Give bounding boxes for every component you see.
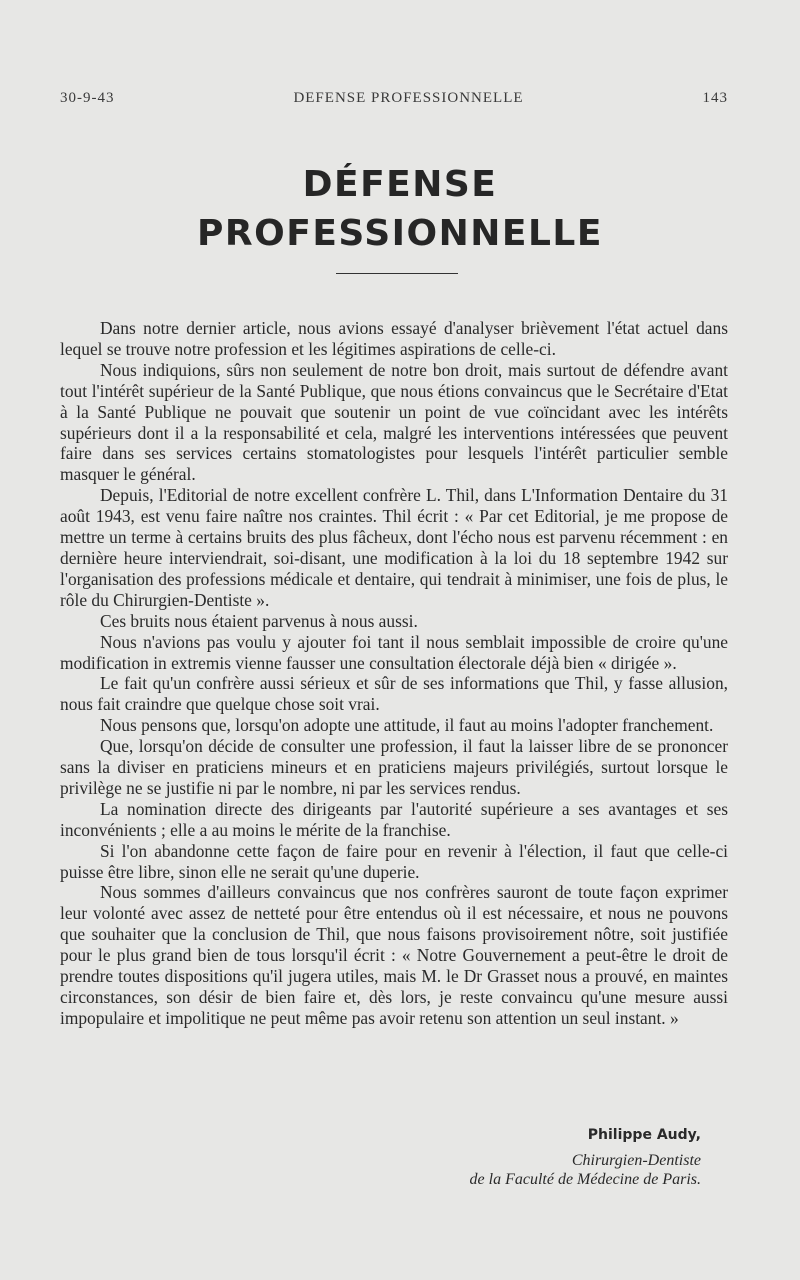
article-title-line-2: PROFESSIONNELLE	[197, 213, 603, 254]
paragraph: Nous pensons que, lorsqu'on adopte une attitude, il faut au moins l'adopter franchement.	[100, 715, 714, 736]
article-body	[60, 318, 728, 1029]
paragraph: Depuis, l'Editorial de notre excellent confrère L. Thil, dans L'Information Dentaire du 31 août 1943, est venu faire naître nos craintes. Thil écrit : « Par cet Editorial, je me propose de mettre un terme à certains bruits des plus fâcheux, dont l'écho nous est parvenu récemment : en dernière heure interviendrait, soi-disant, une modification à la loi du 18 septembre 1942 sur l'organisation des professions médicale et dentaire, qui tendrait à minimiser, une fois de plus, le rôle du Chirurgien-Dentiste ».	[60, 485, 728, 610]
paragraph: La nomination directe des dirigeants par l'autorité supérieure a ses avantages et ses inconvénients ; elle a au moins le mérite de la franchise.	[60, 798, 728, 840]
paragraph: Nous n'avions pas voulu y ajouter foi tant il nous semblait impossible de croire qu'une modification in extremis vienne fausser une consultation électorale déjà bien « dirigée ».	[60, 631, 728, 673]
paragraph: Le fait qu'un confrère aussi sérieux et sûr de ses informations que Thil, y fasse allusion, nous fait craindre que quelque chose soit vrai.	[60, 673, 728, 715]
paragraph: Que, lorsqu'on décide de consulter une profession, il faut la laisser libre de se prononcer sans la diviser en praticiens mineurs et en praticiens majeurs privilégiés, surtout lorsque le privilège ne se justifie ni par le nombre, ni par les services rendus.	[60, 736, 728, 798]
author-affiliation: de la Faculté de Médecine de Paris.	[469, 1171, 701, 1188]
article-title-line-1: DÉFENSE	[302, 164, 498, 205]
header-running-title: DEFENSE PROFESSIONNELLE	[293, 90, 524, 106]
header-page-number: 143	[702, 90, 728, 106]
paragraph: Dans notre dernier article, nous avions essayé d'analyser brièvement l'état actuel dans lequel se trouve notre profession et les légitimes aspirations de celle-ci.	[60, 318, 728, 359]
paragraph: Ces bruits nous étaient parvenus à nous aussi.	[100, 610, 418, 631]
author-name: Philippe Audy,	[587, 1127, 701, 1143]
header-date: 30-9-43	[60, 90, 115, 106]
author-title: Chirurgien-Dentiste	[571, 1152, 701, 1169]
paragraph: Nous indiquions, sûrs non seulement de notre bon droit, mais surtout de défendre avant tout l'intérêt supérieur de la Santé Publique, que nous étions convaincus que le Secrétaire d'Etat à la Santé Publique ne pouvait que soutenir un point de vue coïncidant avec les intérêts supérieurs dont il a la responsabilité et cela, malgré les interventions intéressées que peuvent faire dans ses services certains stomatologistes pour lesquels l'intérêt particulier semble masquer le général.	[60, 359, 728, 485]
author-signature	[60, 1126, 701, 1189]
paragraph: Nous sommes d'ailleurs convaincus que nos confrères sauront de toute façon exprimer leur volonté avec assez de netteté pour être entendus où il est nécessaire, et nous ne pouvons que souhaiter que la conclusion de Thil, que nous faisons provisoirement nôtre, soit justifiée pour le plus grand bien de tous lorsqu'il écrit : « Notre Gouvernement a peut-être le droit de prendre toutes dispositions qu'il jugera utiles, mais M. le Dr Grasset nous a prouvé, en maintes circonstances, son désir de bien faire et, dès lors, je reste convaincu qu'une mesure aussi impopulaire et impolitique ne peut même pas avoir retenu son attention un seul instant. »	[60, 882, 728, 1028]
title-divider	[336, 273, 458, 274]
paragraph: Si l'on abandonne cette façon de faire pour en revenir à l'élection, il faut que celle-ci puisse être libre, sinon elle ne serait qu'une duperie.	[60, 840, 728, 882]
running-header	[60, 90, 728, 107]
article-title	[0, 160, 800, 258]
